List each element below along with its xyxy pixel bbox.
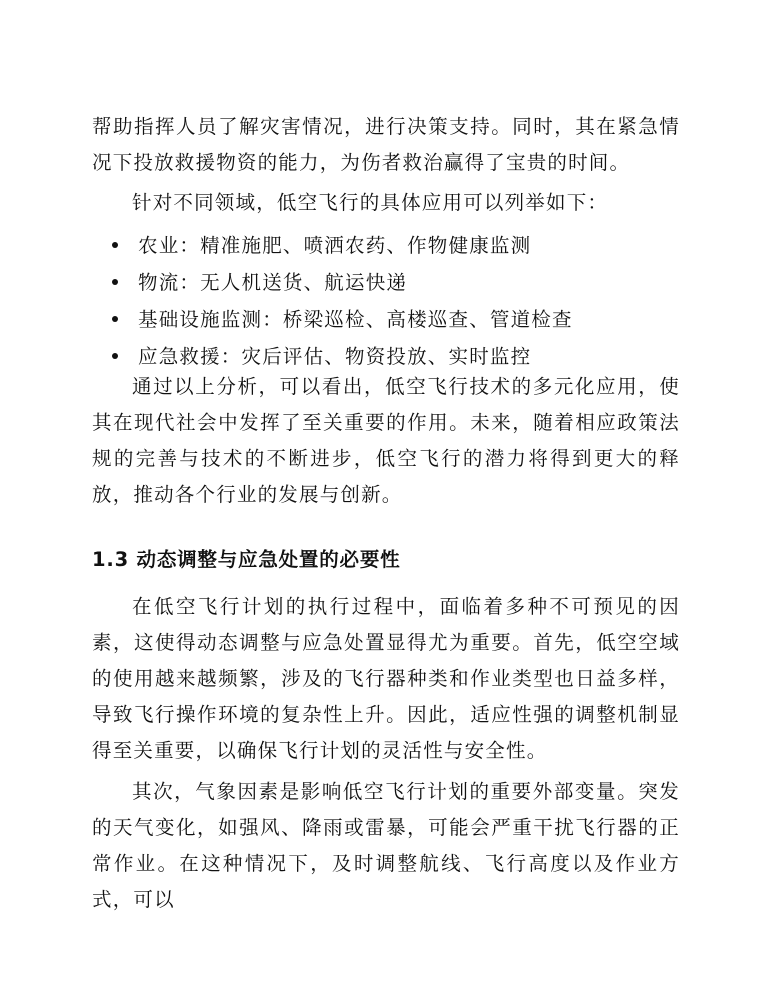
list-item [92, 301, 573, 338]
paragraph-weather-factors: 其次，气象因素是影响低空飞行计划的重要外部变量。突发的天气变化，如强风、降雨或雷暴，可能会严重干扰飞行器的正常作业。在这种情况下，及时调整航线、飞行高度以及作业方式，可以 [92, 780, 680, 911]
section-heading: 1.3 动态调整与应急处置的必要性 [92, 548, 401, 571]
list-item-text: 应急救援：灾后评估、物资投放、实时监控 [138, 345, 532, 368]
list-item-text: 基础设施监测：桥梁巡检、高楼巡查、管道检查 [138, 308, 573, 331]
list-item [92, 264, 573, 301]
paragraph-dynamic-adjustment: 在低空飞行计划的执行过程中，面临着多种不可预见的因素，这使得动态调整与应急处置显得尤为重要。首先，低空空域的使用越来越频繁，涉及的飞行器种类和作业类型也日益多样，导致飞行操作环境的复杂性上升。因此，适应性强的调整机制显得至关重要，以确保飞行计划的灵活性与安全性。 [92, 595, 680, 762]
paragraph-disaster-support: 帮助指挥人员了解灾害情况，进行决策支持。同时，其在紧急情况下投放救援物资的能力，为伤者救治赢得了宝贵的时间。 [92, 115, 680, 174]
list-item [92, 227, 573, 264]
bullet-icon [112, 242, 118, 248]
paragraph-analysis-summary: 通过以上分析，可以看出，低空飞行技术的多元化应用，使其在现代社会中发挥了至关重要的作用。未来，随着相应政策法规的完善与技术的不断进步，低空飞行的潜力将得到更大的释放，推动各个行业的发展与创新。 [92, 375, 680, 506]
paragraph-application-intro: 针对不同领域，低空飞行的具体应用可以列举如下： [132, 191, 609, 214]
bullet-icon [112, 316, 118, 322]
bullet-icon [112, 279, 118, 285]
bullet-icon [112, 353, 118, 359]
application-list [92, 227, 573, 375]
list-item-text: 物流：无人机送货、航运快递 [138, 271, 408, 294]
list-item-text: 农业：精准施肥、喷洒农药、作物健康监测 [138, 234, 532, 257]
